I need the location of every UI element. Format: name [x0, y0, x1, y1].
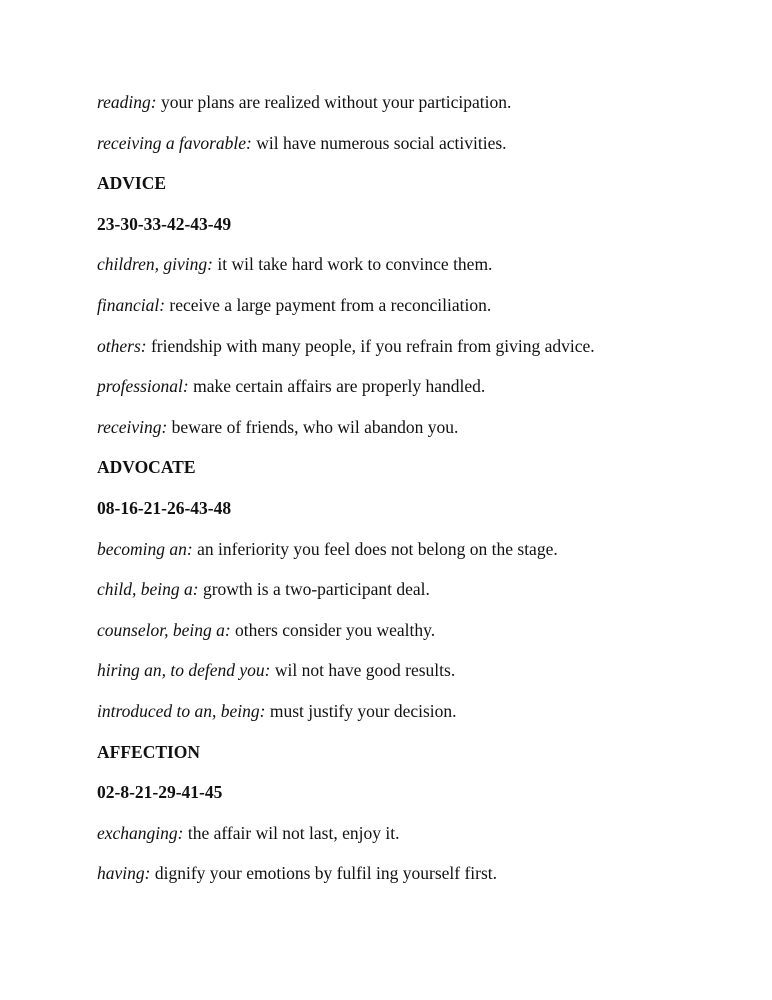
entry-text: beware of friends, who wil abandon you.: [167, 416, 459, 437]
entry-text: receive a large payment from a reconciliation.: [165, 294, 492, 315]
entry-term: hiring an, to defend you:: [97, 660, 271, 681]
entry-term: receiving a favorable:: [97, 132, 252, 153]
entry-term: receiving:: [97, 416, 168, 437]
entry-text: dignify your emotions by fulfil ing yourself first.: [150, 863, 498, 884]
entry-line: [97, 859, 757, 900]
entry-text: growth is a two-participant deal.: [198, 579, 430, 600]
entry-line: [97, 616, 757, 657]
entry-text: an inferiority you feel does not belong on the stage.: [192, 538, 558, 559]
entry-term: counselor, being a:: [97, 619, 231, 640]
entry-line: [97, 88, 757, 129]
entry-term: having:: [97, 863, 151, 884]
entry-line: [97, 372, 757, 413]
entry-term: reading:: [97, 92, 157, 112]
entry-term: child, being a:: [97, 579, 199, 600]
section-heading: ADVICE: [97, 173, 167, 194]
section-heading: ADVOCATE: [97, 457, 196, 478]
entry-text: your plans are realized without your participation.: [156, 92, 512, 112]
entry-line: [97, 332, 757, 373]
entry-line: [97, 656, 757, 697]
entry-text: it wil take hard work to convince them.: [213, 254, 493, 275]
entry-term: exchanging:: [97, 822, 184, 843]
lucky-numbers: 08-16-21-26-43-48: [97, 497, 232, 518]
entry-line: [97, 291, 757, 332]
entry-text: wil not have good results.: [270, 660, 456, 681]
entry-text: the affair wil not last, enjoy it.: [183, 822, 400, 843]
entry-line: [97, 535, 757, 576]
entry-text: must justify your decision.: [265, 700, 457, 721]
entry-term: others:: [97, 335, 147, 356]
entry-text: make certain affairs are properly handled.: [188, 376, 486, 397]
lucky-numbers: 23-30-33-42-43-49: [97, 213, 232, 234]
entry-line: [97, 697, 757, 738]
entry-term: professional:: [97, 376, 189, 397]
section-heading: AFFECTION: [97, 741, 201, 762]
entry-line: [97, 575, 757, 616]
entry-term: financial:: [97, 294, 166, 315]
entry-term: introduced to an, being:: [97, 700, 266, 721]
document-page: [97, 88, 757, 900]
lucky-numbers: 02-8-21-29-41-45: [97, 782, 223, 803]
entry-line: [97, 250, 757, 291]
entry-line: [97, 413, 757, 454]
entry-text: others consider you wealthy.: [230, 619, 436, 640]
entry-text: friendship with many people, if you refrain from giving advice.: [146, 335, 595, 356]
entry-text: wil have numerous social activities.: [251, 132, 507, 153]
entry-term: becoming an:: [97, 538, 193, 559]
entry-line: [97, 129, 757, 170]
entry-line: [97, 819, 757, 860]
entry-term: children, giving:: [97, 254, 213, 275]
